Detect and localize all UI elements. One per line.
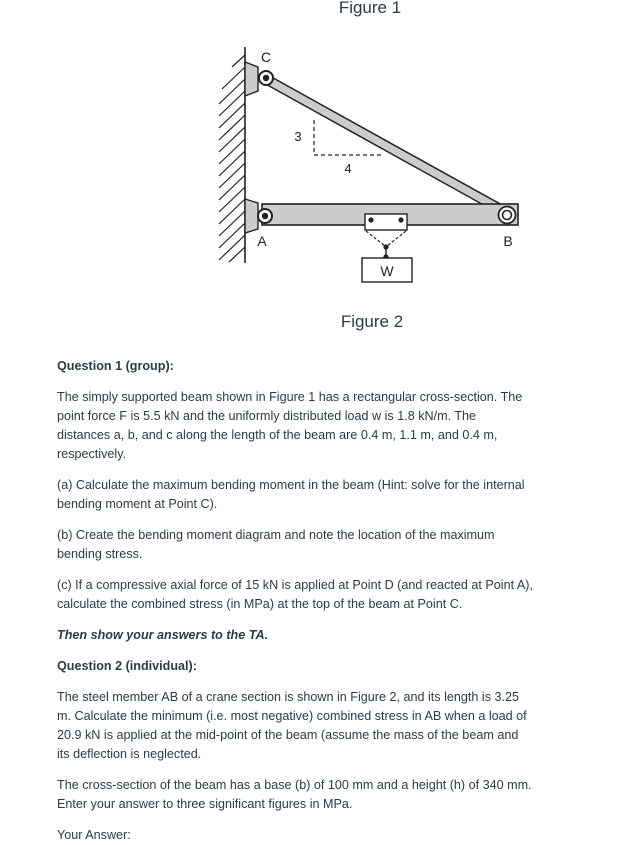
question-2-heading: Question 2 (individual): <box>57 659 197 673</box>
load-hanger <box>365 214 407 260</box>
crane-diagram <box>0 0 642 340</box>
slope-vertical-label: 3 <box>294 129 302 144</box>
figure-1-caption: Figure 1 <box>338 0 402 17</box>
wall-hatching <box>219 47 245 263</box>
question-content <box>57 357 537 845</box>
question-2-paragraph-1 <box>57 688 537 764</box>
q2-line: The steel member AB of a crane section is shown in Figure 2, and its length is 3.25 <box>57 690 520 704</box>
slope-horizontal-label: 4 <box>344 161 352 176</box>
q2-line: m. Calculate the minimum (i.e. most negative) combined stress in AB when a load of <box>57 709 527 723</box>
question-1-part-c <box>57 576 537 614</box>
part-b-line: (b) Create the bending moment diagram and note the location of the maximum <box>57 528 495 542</box>
question-2-paragraph-2 <box>57 776 537 814</box>
member-cb <box>262 74 511 218</box>
pin-b <box>499 207 516 224</box>
intro-line: distances a, b, and c along the length of the beam are 0.4 m, 1.1 m, and 0.4 m, <box>57 428 498 442</box>
support-c <box>245 62 258 96</box>
part-a-line: bending moment at Point C). <box>57 497 218 511</box>
q2-line: 20.9 kN is applied at the mid-point of the beam (assume the mass of the beam and <box>57 728 519 742</box>
label-c: C <box>260 49 272 65</box>
question-1-heading: Question 1 (group): <box>57 359 174 373</box>
your-answer-label: Your Answer: <box>57 828 131 842</box>
figure-2 <box>0 0 642 340</box>
intro-line: point force F is 5.5 kN and the uniformly distributed load w is 1.8 kN/m. The <box>57 409 477 423</box>
part-c-line: calculate the combined stress (in MPa) at the top of the beam at Point C. <box>57 597 463 611</box>
support-a <box>245 199 258 233</box>
label-a: A <box>257 233 267 249</box>
part-a-line: (a) Calculate the maximum bending moment in the beam (Hint: solve for the internal <box>57 478 525 492</box>
q2-line: Enter your answer to three significant figures in MPa. <box>57 797 353 811</box>
question-1-intro <box>57 388 537 464</box>
label-w: W <box>380 263 394 279</box>
label-b: B <box>503 233 513 249</box>
q2-line: The cross-section of the beam has a base (b) of 100 mm and a height (h) of 340 mm. <box>57 778 532 792</box>
q2-line: its deflection is neglected. <box>57 747 202 761</box>
part-b-line: bending stress. <box>57 547 143 561</box>
intro-line: respectively. <box>57 447 127 461</box>
figure-caption: Figure 2 <box>340 312 404 331</box>
intro-line: The simply supported beam shown in Figure 1 has a rectangular cross-section. The <box>57 390 523 404</box>
pin-a <box>258 209 272 223</box>
question-1-part-a <box>57 476 537 514</box>
question-1-part-b <box>57 526 537 564</box>
question-1-instruction: Then show your answers to the TA. <box>57 628 269 642</box>
pin-c <box>259 71 273 85</box>
part-c-line: (c) If a compressive axial force of 15 kN is applied at Point D (and reacted at Point A), <box>57 578 533 592</box>
